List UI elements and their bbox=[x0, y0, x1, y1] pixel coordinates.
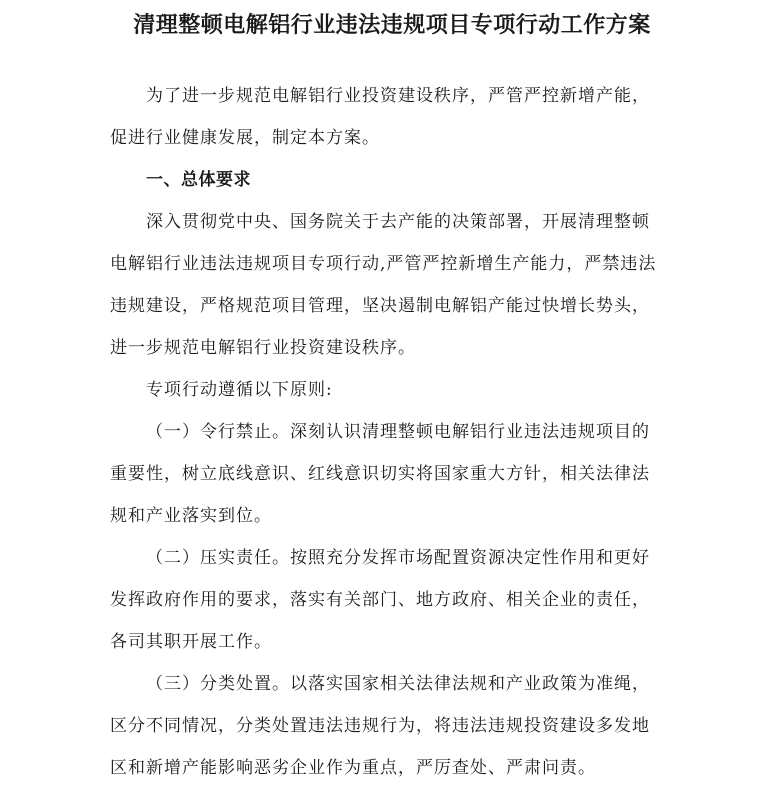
section-heading: 一、总体要求 bbox=[146, 170, 251, 190]
paragraph-line: 电解铝行业违法违规项目专项行动,严管严控新增生产能力，严禁违法 bbox=[110, 254, 657, 274]
paragraph-line: 区和新增产能影响恶劣企业作为重点，严厉查处、严肃问责。 bbox=[110, 758, 596, 778]
paragraph-line: 为了进一步规范电解铝行业投资建设秩序，严管严控新增产能， bbox=[146, 86, 650, 106]
principles-intro: 专项行动遵循以下原则: bbox=[146, 380, 333, 400]
paragraph-line: 进一步规范电解铝行业投资建设秩序。 bbox=[110, 338, 416, 358]
paragraph-line: 深入贯彻党中央、国务院关于去产能的决策部署，开展清理整顿 bbox=[146, 212, 650, 232]
paragraph-line: 违规建设，严格规范项目管理，坚决遏制电解铝产能过快增长势头， bbox=[110, 296, 650, 316]
paragraph-line: （一）令行禁止。深刻认识清理整顿电解铝行业违法违规项目的 bbox=[146, 422, 650, 442]
paragraph-line: （二）压实责任。按照充分发挥市场配置资源决定性作用和更好 bbox=[146, 548, 650, 568]
paragraph-line: 发挥政府作用的要求，落实有关部门、地方政府、相关企业的责任， bbox=[110, 590, 650, 610]
paragraph-line: 重要性，树立底线意识、红线意识切实将国家重大方针，相关法律法 bbox=[110, 464, 650, 484]
paragraph-line: 各司其职开展工作。 bbox=[110, 632, 272, 652]
document-title: 清理整顿电解铝行业违法违规项目专项行动工作方案 bbox=[133, 13, 651, 38]
paragraph-line: 区分不同情况，分类处置违法违规行为，将违法违规投资建设多发地 bbox=[110, 716, 650, 736]
paragraph-line: 促进行业健康发展，制定本方案。 bbox=[110, 128, 380, 148]
paragraph-line: （三）分类处置。以落实国家相关法律法规和产业政策为准绳， bbox=[146, 674, 650, 694]
paragraph-line: 规和产业落实到位。 bbox=[110, 506, 272, 526]
